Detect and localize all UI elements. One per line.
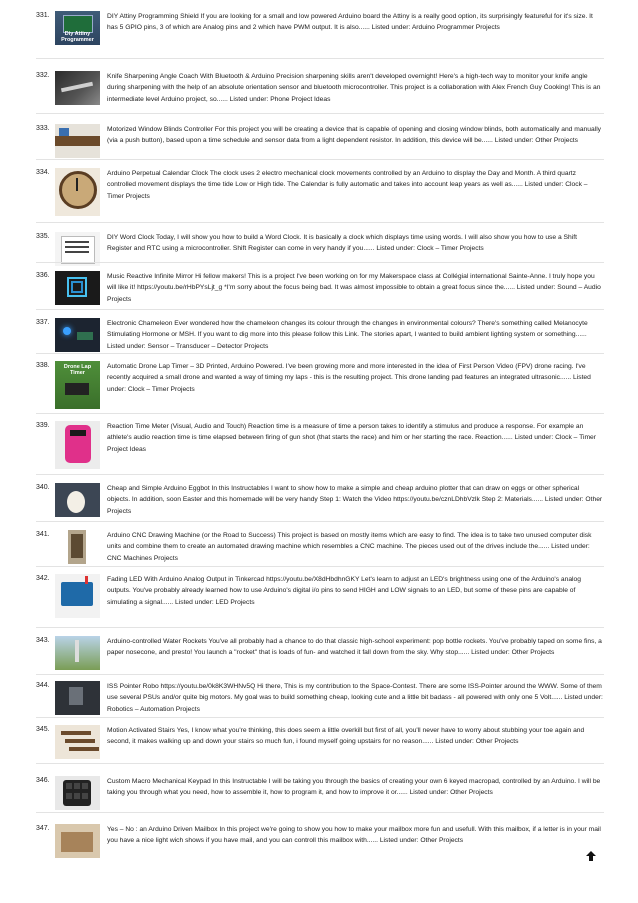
item-text[interactable]: DIY Word Clock Today, I will show you how to build a Word Clock. It is basically a clock which displays time using words. I will also show you how to use a Shift Register and RTC using a microcontroller. Shift Register can come in very handy if you...... Listed under: Clock – Timer Projects xyxy=(107,234,577,253)
item-text[interactable]: Custom Macro Mechanical Keypad In this Instructable I will be taking you through the basics of creating your own 6 keyed macropad, controlled by an Arduino. I will be taking you through what you need, how to assemble it, how to program it, and how to improve it or...... Listed under: Other Projects xyxy=(107,778,601,797)
item-number: 341. xyxy=(36,531,50,538)
item-number: 338. xyxy=(36,362,50,369)
item-number: 332. xyxy=(36,72,50,79)
item-text[interactable]: Fading LED With Arduino Analog Output in Tinkercad https://youtu.be/X8dHbdhnGKY Let's learn to adjust an LED's brightness using one of the Arduino's analog outputs. You've probably already learned how to use Arduino's digital i/o pins to send HIGH and LOW signals to an LED, but some of these pins are capable of simulating a signal...... Listed under: LED Projects xyxy=(107,576,581,606)
divider xyxy=(36,474,604,475)
item-number: 336. xyxy=(36,272,50,279)
item-text[interactable]: Knife Sharpening Angle Coach With Bluetooth & Arduino Precision sharpening skills aren't developed overnight! Here's a high-tech way to monitor your knife angle during sharpening with the help of an absolute orientation sensor and bluetooth microcontroller. This project is a collaboration with Alex French Guy Cooking! This is an intermediate level Arduino project, so...... Listed under: Phone Project Ideas xyxy=(107,73,601,103)
divider xyxy=(36,566,604,567)
thumbnail[interactable] xyxy=(55,824,100,858)
item-number: 346. xyxy=(36,777,50,784)
item-number: 339. xyxy=(36,422,50,429)
item-number: 344. xyxy=(36,682,50,689)
thumbnail[interactable] xyxy=(55,421,100,469)
item-text[interactable]: Electronic Chameleon Ever wondered how the chameleon changes its colour through the changes in environmental colours? There's something called Melanocyte Stimulating Hormone or MSH. If you want to dig more into this please follow this Link. The stories apart, I wanted to build ambient lighting system or something...... Listed under: Sensor – Transducer – Detector Projects xyxy=(107,320,588,350)
thumbnail[interactable] xyxy=(55,776,100,810)
item-text[interactable]: Automatic Drone Lap Timer – 3D Printed, Arduino Powered. I've been growing more and more interested in the idea of First Person Video (FPV) drone racing. I've recently acquired a small drone and wanted a way of timing my laps - this is the resulting project. This drone landing pad features an integrated ultrasonic...... Listed under: Clock – Timer Projects xyxy=(107,363,591,393)
divider xyxy=(36,627,604,628)
item-text[interactable]: Arduino Perpetual Calendar Clock The clock uses 2 electro mechanical clock movements controlled by an Arduino to display the Day and Month. A third quartz controlled movement displays the time tide Low or High tide. The Calendar is fully automatic and takes into account leap years as well as...... Listed under: Clock – Timer Projects xyxy=(107,170,588,200)
item-number: 345. xyxy=(36,726,50,733)
item-text[interactable]: DIY Attiny Programming Shield If you are looking for a small and low powered Arduino board the Attiny is a really good option, its surprisingly featureful for it's size. It has 5 GPIO pins, 3 of which are Analog pins and 2 which have PWM output. It is also...... Listed under: Arduino Programmer Projects xyxy=(107,13,593,32)
thumbnail-title: Drone Lap Timer xyxy=(63,364,92,376)
item-number: 337. xyxy=(36,319,50,326)
item-number: 343. xyxy=(36,637,50,644)
thumbnail[interactable] xyxy=(55,483,100,517)
thumbnail[interactable] xyxy=(55,725,100,759)
thumbnail[interactable] xyxy=(55,11,100,45)
item-number: 340. xyxy=(36,484,50,491)
item-number: 331. xyxy=(36,12,50,19)
item-number: 347. xyxy=(36,825,50,832)
thumbnail[interactable] xyxy=(55,71,100,105)
thumbnail[interactable] xyxy=(55,271,100,305)
thumbnail[interactable] xyxy=(55,574,100,618)
item-number: 333. xyxy=(36,125,50,132)
item-text[interactable]: Arduino CNC Drawing Machine (or the Road to Success) This project is based on mostly items which are easy to find. The idea is to take two unused computer disk units and combine them to create an automated drawing machine which resembles a CNC machine. The pieces used out of the drives include the...... Listed under: CNC Machines Projects xyxy=(107,532,592,562)
thumbnail[interactable] xyxy=(55,681,100,715)
item-number: 334. xyxy=(36,169,50,176)
thumbnail[interactable] xyxy=(55,232,100,266)
item-text[interactable]: ISS Pointer Robo https://youtu.be/0k8K3WHNv5Q Hi there, This is my contribution to the Space-Contest. There are some ISS-Pointer around the WWW. Some of them use several PSUs and/or quite big motors. My goal was to build something cheap, looking cute and a little bit badass - all powered with only one 5 Volt...... Listed under: Robotics – Automation Projects xyxy=(107,683,603,713)
thumbnail[interactable] xyxy=(55,318,100,352)
thumbnail[interactable] xyxy=(55,361,100,409)
item-number: 342. xyxy=(36,575,50,582)
divider xyxy=(36,413,604,414)
divider xyxy=(36,812,604,813)
divider xyxy=(36,521,604,522)
item-text[interactable]: Motorized Window Blinds Controller For this project you will be creating a device that is capable of opening and closing window blinds, both automatically and manually (via a push button), based upon a time schedule and sensor data from a light dependent resistor. In addition, this device will be...... Listed under: Other Projects xyxy=(107,126,602,145)
divider xyxy=(36,159,604,160)
thumbnail[interactable] xyxy=(55,168,100,216)
thumbnail[interactable] xyxy=(68,530,86,564)
item-text[interactable]: Yes – No : an Arduino Driven Mailbox In this project we're going to show you how to make your mailbox more fun and usefull. With this mailbox, if a letter is in your mail you have a nice light wich shows if you have mail, and you can controll this mailbox with...... Listed under: Other Projects xyxy=(107,826,601,845)
item-text[interactable]: Reaction Time Meter (Visual, Audio and Touch) Reaction time is a measure of time a person takes to identify a stimulus and produce a response. For example an athlete's audio reaction time is time elapsed between firing of gun shot (that starts the race) and him or her starting the race. Reaction...... Listed under: Clock – Timer Project Ideas xyxy=(107,423,596,453)
divider xyxy=(36,763,604,764)
item-text[interactable]: Motion Activated Stairs Yes, I know what you're thinking, this does seem a little overkill but first of all, you'll never have to worry about stubbing your toe again and second, it makes walking up and down your stairs so much fun, i found myself going upstairs for no reason...... Listed under: Other Projects xyxy=(107,727,585,746)
arrow-up-icon[interactable] xyxy=(586,851,596,861)
thumbnail-title: Diy Attiny Programmer xyxy=(61,31,94,43)
item-text[interactable]: Music Reactive Infinite Mirror Hi fellow makers! This is a project I've been working on for my Makerspace class at Collégial international Sainte-Anne. I truly hope you will like it! https://youtu.be/rHbPYsLjt_g *I'm sorry about the focus being bad. It was almost impossible to obtain a great focus since the...... Listed under: Sound – Audio Projects xyxy=(107,273,601,303)
divider xyxy=(36,353,604,354)
divider xyxy=(36,222,604,223)
item-text[interactable]: Cheap and Simple Arduino Eggbot In this Instructables I want to show how to make a simple and cheap arduino plotter that can draw on eggs or other spherical objects. In addition, soon Easter and this homemade will be very handy Step 1: Watch the Video https://youtu.be/cznLDhbVzlk Step 2: Materials...... Listed under: Other Projects xyxy=(107,485,603,515)
divider xyxy=(36,113,604,114)
divider xyxy=(36,717,604,718)
divider xyxy=(36,309,604,310)
divider xyxy=(36,262,604,263)
divider xyxy=(36,58,604,59)
thumbnail[interactable] xyxy=(55,124,100,158)
item-number: 335. xyxy=(36,233,50,240)
thumbnail[interactable] xyxy=(55,636,100,670)
divider xyxy=(36,674,604,675)
item-text[interactable]: Arduino-controlled Water Rockets You've all probably had a chance to do that classic high-school experiment: pop bottle rockets. You've probably taped on some fins, a paper nosecone, and presto! You launch a "rocket" that is loads of fun- and watched it fall down from the sky. Why stop...... Listed under: Other Projects xyxy=(107,638,602,657)
